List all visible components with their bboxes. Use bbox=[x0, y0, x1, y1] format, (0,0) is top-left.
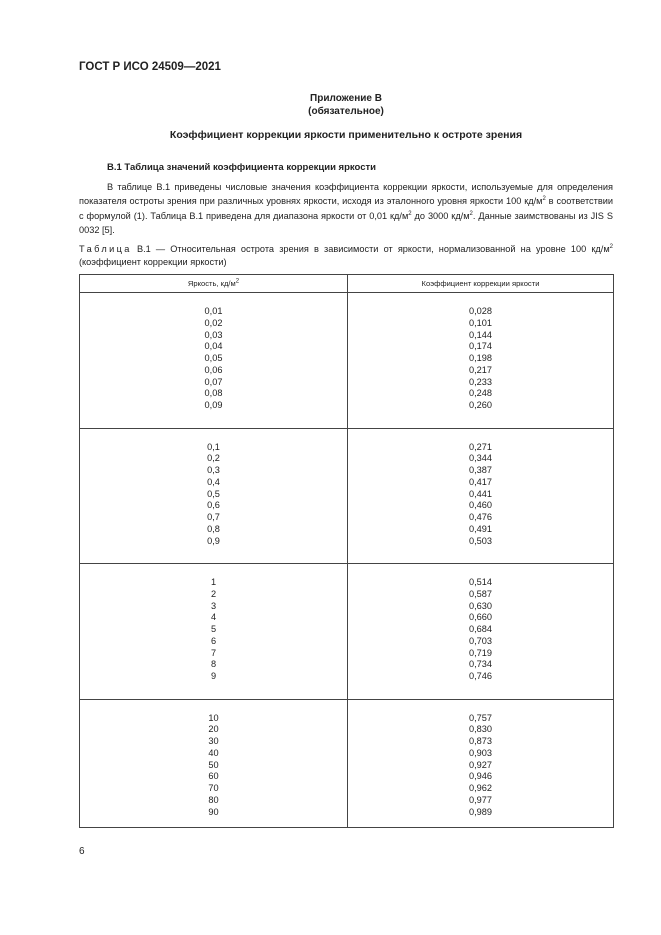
luminance-value: 0,09 bbox=[204, 400, 223, 410]
caption-text: В.1 — Относительная острота зрения в зависимости от яркости, нормализованной на уровне 100 кд/м bbox=[131, 244, 610, 254]
luminance-value: 80 bbox=[208, 794, 219, 805]
superscript: 2 bbox=[408, 210, 412, 217]
coefficient-value: 0,503 bbox=[469, 535, 492, 546]
coefficient-cell bbox=[348, 699, 614, 827]
header-luminance-label: Яркость, кд/м bbox=[187, 279, 236, 288]
section-title: В.1 Таблица значений коэффициента коррекции яркости bbox=[107, 162, 376, 173]
coefficient-value: 0,927 bbox=[469, 759, 492, 770]
luminance-value: 30 bbox=[208, 736, 219, 746]
luminance-value: 0,4 bbox=[207, 476, 220, 487]
luminance-cell bbox=[80, 428, 348, 564]
luminance-value: 40 bbox=[208, 747, 219, 758]
luminance-value: 90 bbox=[208, 806, 219, 817]
superscript: 2 bbox=[609, 243, 613, 250]
luminance-values bbox=[80, 700, 347, 819]
coefficient-value: 0,719 bbox=[469, 647, 492, 658]
coefficient-value: 0,491 bbox=[469, 523, 492, 534]
coefficient-value: 0,174 bbox=[469, 341, 492, 352]
annex-heading: Коэффициент коррекции яркости применительно к остроте зрения bbox=[169, 129, 523, 141]
table-body bbox=[80, 293, 614, 828]
luminance-value: 20 bbox=[208, 724, 219, 735]
correction-table bbox=[79, 274, 614, 828]
luminance-value: 0,02 bbox=[204, 317, 223, 328]
coefficient-value: 0,387 bbox=[469, 465, 492, 475]
table-header-row bbox=[80, 275, 614, 293]
coefficient-value: 0,962 bbox=[469, 783, 492, 793]
coefficient-value: 0,873 bbox=[469, 736, 492, 746]
luminance-value: 5 bbox=[210, 624, 217, 634]
caption-suffix: (коэффициент коррекции яркости) bbox=[79, 257, 227, 267]
annex-label bbox=[79, 92, 613, 118]
coefficient-value: 0,684 bbox=[469, 624, 492, 634]
table-row-group bbox=[80, 293, 614, 429]
luminance-value: 0,6 bbox=[207, 500, 220, 511]
coefficient-value: 0,989 bbox=[469, 806, 492, 817]
luminance-value: 50 bbox=[208, 759, 219, 770]
coefficient-value: 0,660 bbox=[469, 612, 492, 623]
luminance-value: 1 bbox=[210, 577, 217, 587]
luminance-values bbox=[80, 293, 347, 412]
coefficient-cell bbox=[348, 293, 614, 429]
luminance-value: 0,08 bbox=[204, 388, 223, 399]
coefficient-value: 0,630 bbox=[469, 600, 492, 611]
table-row-group bbox=[80, 428, 614, 564]
coefficient-value: 0,101 bbox=[469, 317, 492, 328]
coefficient-value: 0,830 bbox=[469, 724, 492, 735]
coefficient-cell bbox=[348, 428, 614, 564]
luminance-values bbox=[80, 564, 347, 683]
coefficient-value: 0,746 bbox=[469, 671, 492, 681]
luminance-value: 0,03 bbox=[204, 329, 223, 340]
luminance-value: 0,01 bbox=[204, 306, 223, 316]
luminance-value: 0,04 bbox=[204, 341, 223, 352]
luminance-value: 8 bbox=[210, 659, 217, 670]
luminance-cell bbox=[80, 564, 348, 700]
luminance-value: 0,5 bbox=[207, 488, 220, 499]
coefficient-values bbox=[348, 293, 613, 412]
coefficient-value: 0,514 bbox=[469, 577, 492, 587]
paragraph-text-2: в соответствии с формулой (1). Таблица В.1 приведена для диапазона яркости от 0,01 кд/м bbox=[79, 196, 613, 221]
table-row-group bbox=[80, 699, 614, 827]
coefficient-value: 0,248 bbox=[469, 388, 492, 399]
luminance-values bbox=[80, 429, 347, 548]
superscript: 2 bbox=[542, 196, 546, 203]
coefficient-value: 0,028 bbox=[469, 306, 492, 316]
coefficient-value: 0,344 bbox=[469, 453, 492, 464]
luminance-value: 7 bbox=[210, 647, 217, 658]
coefficient-value: 0,757 bbox=[469, 712, 492, 723]
coefficient-cell bbox=[348, 564, 614, 700]
luminance-value: 0,7 bbox=[207, 512, 220, 522]
coefficient-value: 0,946 bbox=[469, 771, 492, 782]
luminance-value: 9 bbox=[210, 671, 217, 681]
header-coefficient: Коэффициент коррекции яркости bbox=[348, 275, 614, 293]
document-code: ГОСТ Р ИСО 24509—2021 bbox=[79, 61, 221, 73]
superscript: 2 bbox=[469, 210, 473, 217]
luminance-value: 0,9 bbox=[207, 535, 220, 546]
coefficient-value: 0,260 bbox=[469, 400, 492, 410]
paragraph-text-1: В таблице В.1 приведены числовые значения коэффициента коррекции яркости, используемые для определения показателя остроты зрения при различных уровнях яркости, исходя из эталонного уровня яркости 100 кд/м bbox=[79, 182, 613, 207]
coefficient-value: 0,441 bbox=[469, 488, 492, 499]
luminance-value: 0,07 bbox=[204, 376, 223, 387]
coefficient-value: 0,476 bbox=[469, 512, 492, 522]
luminance-value: 4 bbox=[210, 612, 217, 623]
luminance-value: 3 bbox=[210, 600, 217, 611]
annex-title: Приложение В bbox=[310, 93, 382, 104]
coefficient-values bbox=[348, 700, 613, 819]
luminance-cell bbox=[80, 293, 348, 429]
header-luminance bbox=[80, 275, 348, 293]
coefficient-value: 0,198 bbox=[469, 353, 492, 363]
page-number: 6 bbox=[79, 846, 85, 857]
coefficient-value: 0,271 bbox=[469, 441, 492, 452]
coefficient-value: 0,903 bbox=[469, 747, 492, 758]
table-caption bbox=[79, 243, 613, 269]
luminance-value: 0,05 bbox=[204, 353, 223, 363]
coefficient-value: 0,977 bbox=[469, 794, 492, 805]
luminance-value: 70 bbox=[208, 783, 219, 793]
luminance-value: 0,2 bbox=[207, 453, 220, 464]
luminance-value: 0,8 bbox=[207, 523, 220, 534]
coefficient-value: 0,217 bbox=[469, 364, 492, 375]
section-paragraph bbox=[79, 180, 613, 238]
coefficient-value: 0,233 bbox=[469, 376, 492, 387]
luminance-value: 0,06 bbox=[204, 364, 223, 375]
luminance-cell bbox=[80, 699, 348, 827]
coefficient-values bbox=[348, 429, 613, 548]
luminance-value: 0,3 bbox=[207, 465, 220, 475]
coefficient-value: 0,417 bbox=[469, 476, 492, 487]
coefficient-value: 0,587 bbox=[469, 588, 492, 599]
luminance-value: 60 bbox=[208, 771, 219, 782]
luminance-value: 2 bbox=[210, 588, 217, 599]
caption-label: Таблица bbox=[79, 244, 132, 254]
coefficient-values bbox=[348, 564, 613, 683]
annex-status: (обязательное) bbox=[308, 106, 384, 117]
luminance-value: 0,1 bbox=[207, 441, 220, 452]
coefficient-value: 0,703 bbox=[469, 635, 492, 646]
coefficient-value: 0,460 bbox=[469, 500, 492, 511]
table-row-group bbox=[80, 564, 614, 700]
luminance-value: 10 bbox=[208, 712, 219, 723]
luminance-value: 6 bbox=[210, 635, 217, 646]
coefficient-value: 0,144 bbox=[469, 329, 492, 340]
paragraph-text-3: до 3000 кд/м bbox=[411, 210, 470, 221]
superscript: 2 bbox=[235, 278, 240, 285]
coefficient-value: 0,734 bbox=[469, 659, 492, 670]
paragraph-text-4: . Данные заимствованы из JIS S 0032 [5]. bbox=[79, 210, 613, 236]
